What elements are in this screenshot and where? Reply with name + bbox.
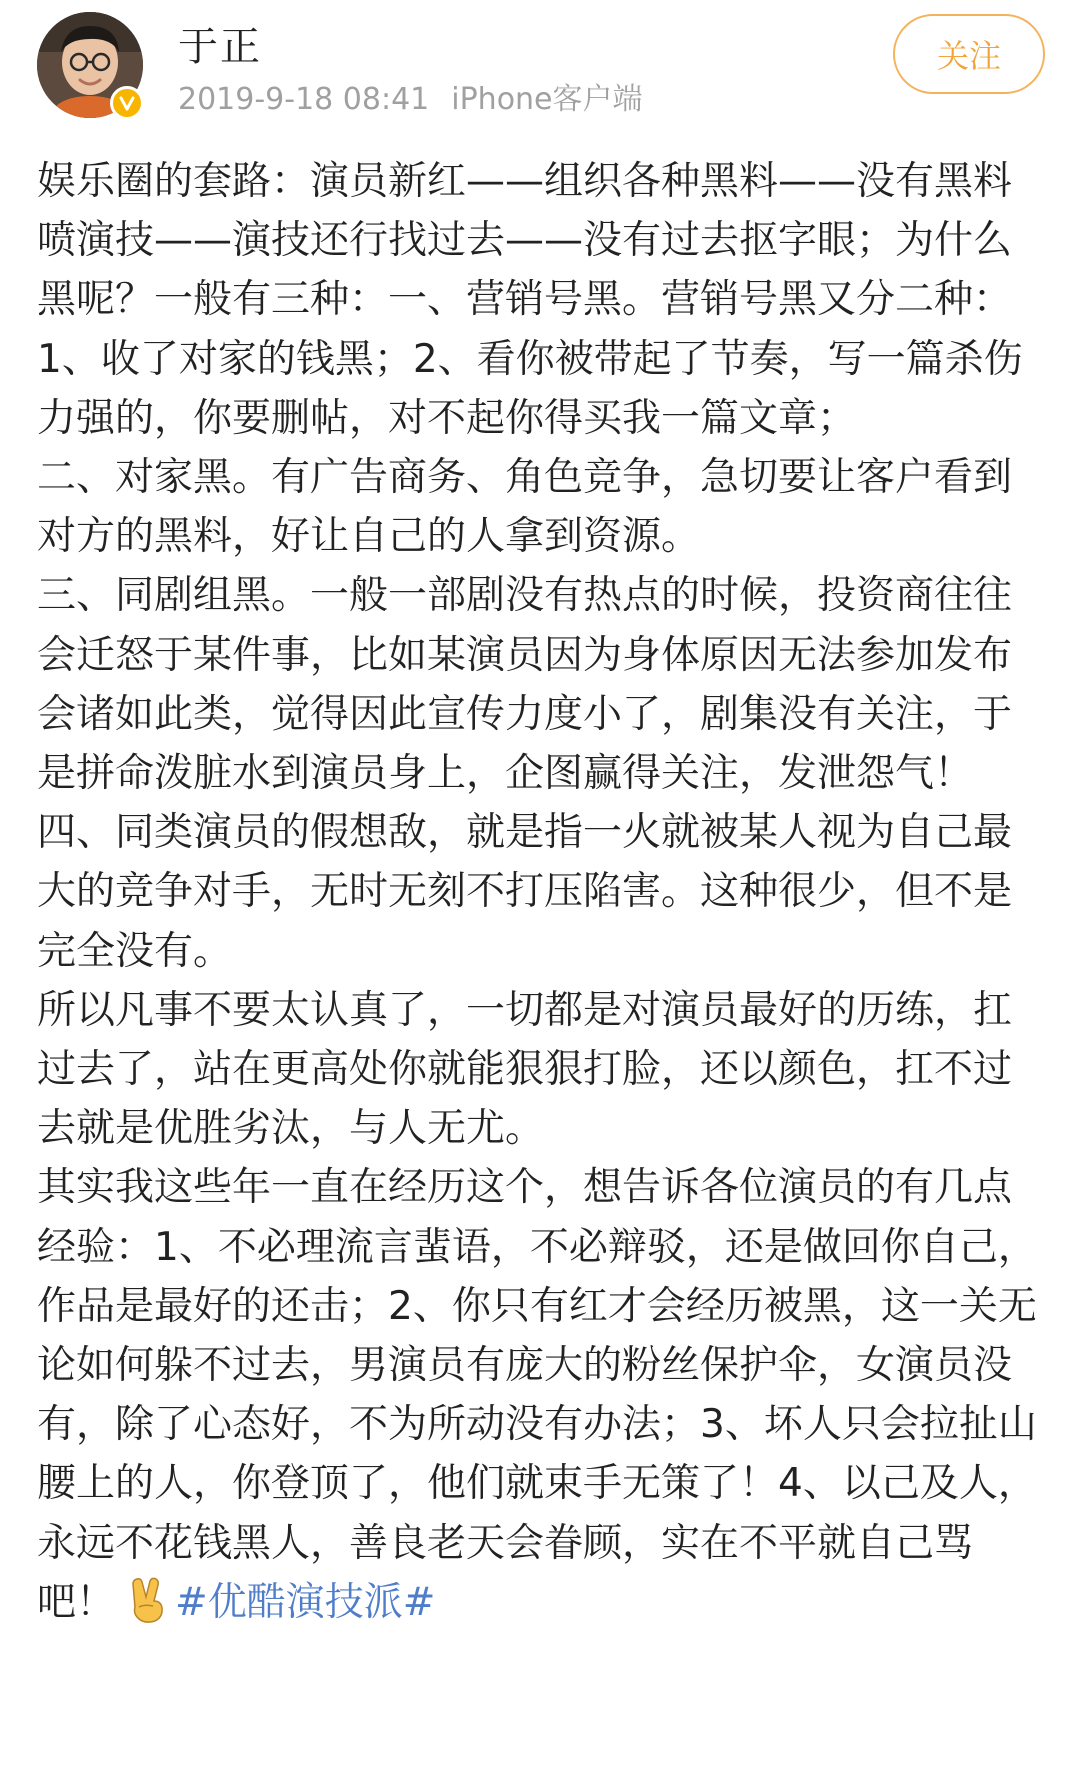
victory-hand-emoji-icon xyxy=(127,1577,169,1640)
post-source: iPhone客户端 xyxy=(451,82,643,117)
post-paragraph: 所以凡事不要太认真了，一切都是对演员最好的历练，扛过去了，站在更高处你就能狠狠打脸，还以颜色，扛不过去就是优胜劣汰，与人无尤。 xyxy=(37,987,1013,1152)
follow-button[interactable]: 关注 xyxy=(893,14,1045,94)
verified-badge-icon xyxy=(110,86,144,120)
post-meta xyxy=(178,80,643,120)
post-paragraph-last xyxy=(37,1158,1047,1640)
post-header xyxy=(0,0,1080,140)
post-paragraph-text: 其实我这些年一直在经历这个，想告诉各位演员的有几点经验：1、不必理流言蜚语，不必辩驳，还是做回你自己，作品是最好的还击；2、你只有红才会经历被黑，这一关无论如何躲不过去，男演员有庞大的粉丝保护伞，女演员没有，除了心态好，不为所动没有办法；3、坏人只会拉扯山腰上的人，你登顶了，他们就束手无策了！4、以己及人，永远不花钱黑人，善良老天会眷顾，实在不平就自己骂吧！ xyxy=(37,1165,1037,1625)
hashtag-link[interactable]: #优酷演技派# xyxy=(175,1579,436,1625)
post-paragraph: 三、同剧组黑。一般一部剧没有热点的时候，投资商往往会迁怒于某件事，比如某演员因为身体原因无法参加发布会诸如此类，觉得因此宣传力度小了，剧集没有关注，于是拼命泼脏水到演员身上，企图赢得关注，发泄怨气！ xyxy=(37,573,1013,797)
post-body xyxy=(37,152,1047,1640)
post-timestamp: 2019-9-18 08:41 xyxy=(178,82,430,117)
post-paragraph: 二、对家黑。有广告商务、角色竞争，急切要让客户看到对方的黑料，好让自己的人拿到资源。 xyxy=(37,455,1013,560)
post-paragraph: 娱乐圈的套路：演员新红——组织各种黑料——没有黑料喷演技——演技还行找过去——没有过去抠字眼；为什么黑呢？一般有三种：一、营销号黑。营销号黑又分二种：1、收了对家的钱黑；2、看你被带起了节奏，写一篇杀伤力强的，你要删帖，对不起你得买我一篇文章； xyxy=(37,159,1023,441)
user-name[interactable]: 于正 xyxy=(178,24,262,70)
post-paragraph: 四、同类演员的假想敌，就是指一火就被某人视为自己最大的竞争对手，无时无刻不打压陷害。这种很少，但不是完全没有。 xyxy=(37,810,1013,974)
